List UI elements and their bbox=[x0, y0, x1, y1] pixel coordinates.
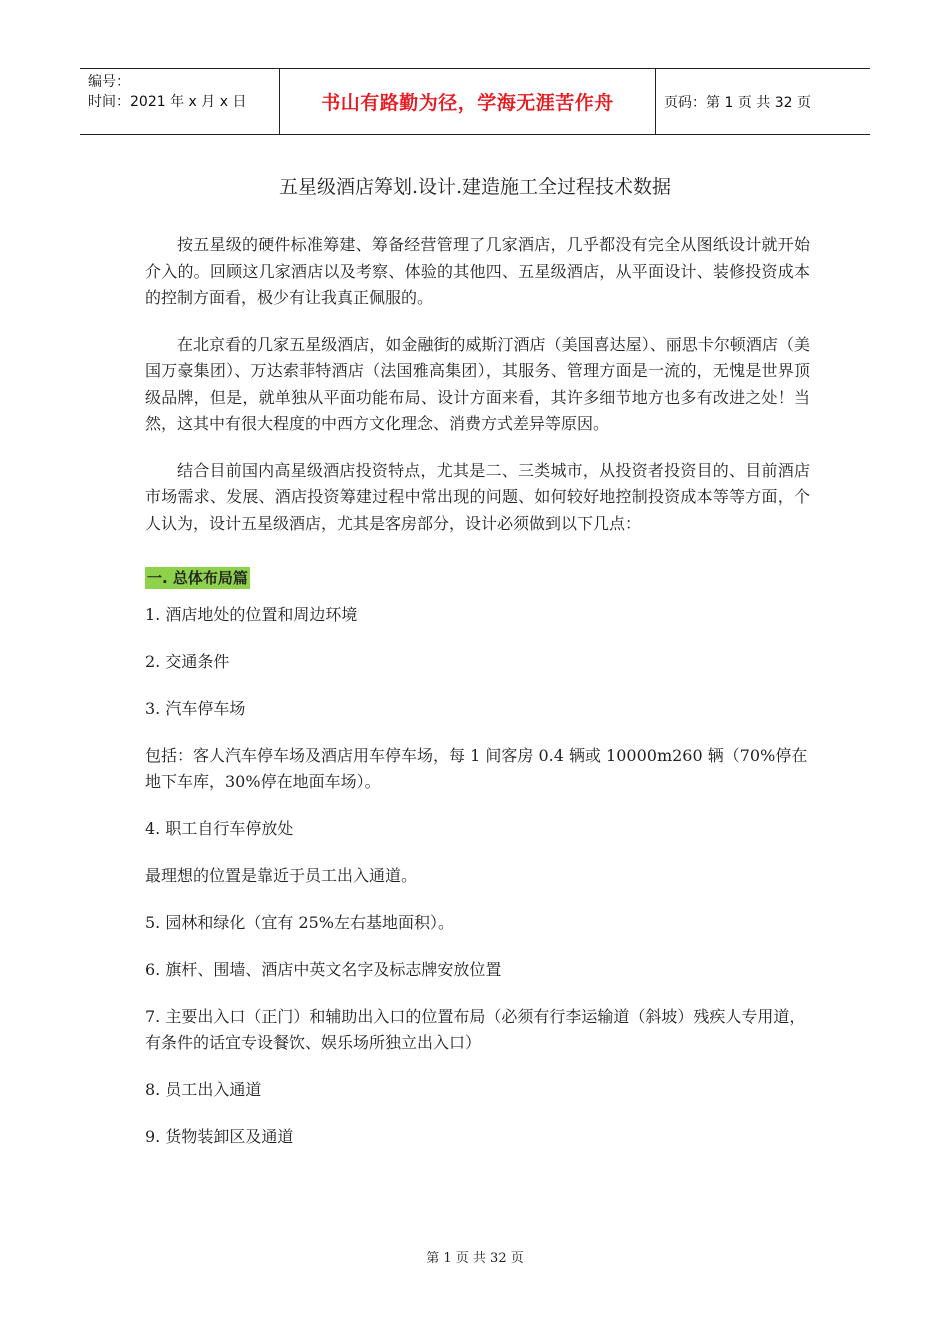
date-label: 时间：2021 年 x 月 x 日 bbox=[88, 94, 247, 110]
paragraph: 结合目前国内高星级酒店投资特点，尤其是二、三类城市，从投资者投资目的、目前酒店市场需求、发展、酒店投资筹建过程中常出现的问题、如何较好地控制投资成本等等方面，个人认为，设计五星级酒店，尤其是客房部分，设计必须做到以下几点： bbox=[145, 460, 810, 533]
document-header bbox=[80, 68, 870, 135]
list-item: 4. 职工自行车停放处 bbox=[145, 819, 294, 838]
section-heading: 一. 总体布局篇 bbox=[147, 569, 248, 587]
number-label: 编号： bbox=[88, 74, 130, 90]
header-motto: 书山有路勤为径，学海无涯苦作舟 bbox=[280, 69, 656, 134]
list-item: 6. 旗杆、围墙、酒店中英文名字及标志牌安放位置 bbox=[145, 960, 502, 979]
list-item: 1. 酒店地处的位置和周边环境 bbox=[145, 605, 358, 624]
list-item: 8. 员工出入通道 bbox=[145, 1080, 262, 1099]
list-item: 7. 主要出入口（正门）和辅助出入口的位置布局（必须有行李运输道（斜坡）残疾人专用道，有条件的话宜专设餐饮、娱乐场所独立出入口） bbox=[145, 1007, 806, 1052]
list-item: 5. 园林和绿化（宜有 25%左右基地面积）。 bbox=[145, 913, 455, 932]
list-item: 3. 汽车停车场 bbox=[145, 699, 246, 718]
page-footer: 第 1 页 共 32 页 bbox=[426, 1251, 524, 1266]
document-body bbox=[145, 232, 810, 1171]
header-page-info: 页码：第 1 页 共 32 页 bbox=[664, 94, 811, 111]
paragraph: 按五星级的硬件标准筹建、筹备经营管理了几家酒店，几乎都没有完全从图纸设计就开始介入的。回顾这几家酒店以及考察、体验的其他四、五星级酒店，从平面设计、装修投资成本的控制方面看，极少有让我真正佩服的。 bbox=[145, 235, 810, 307]
list-item: 9. 货物装卸区及通道 bbox=[145, 1127, 294, 1146]
document-title: 五星级酒店筹划.设计.建造施工全过程技术数据 bbox=[278, 176, 672, 198]
list-item: 最理想的位置是靠近于员工出入通道。 bbox=[145, 866, 418, 885]
header-meta bbox=[80, 69, 280, 134]
list-item: 2. 交通条件 bbox=[145, 652, 230, 671]
paragraph: 在北京看的几家五星级酒店，如金融街的威斯汀酒店（美国喜达屋）、丽思卡尔顿酒店（美国万豪集团）、万达索菲特酒店（法国雅高集团），其服务、管理方面是一流的，无愧是世界顶级品牌，但是，就单独从平面功能布局、设计方面来看，其许多细节地方也多有改进之处！当然，这其中有很大程度的中西方文化理念、消费方式差异等原因。 bbox=[145, 334, 810, 433]
list-item: 包括：客人汽车停车场及酒店用车停车场，每 1 间客房 0.4 辆或 10000m260 辆（70%停在地下车库，30%停在地面车场）。 bbox=[145, 746, 808, 791]
